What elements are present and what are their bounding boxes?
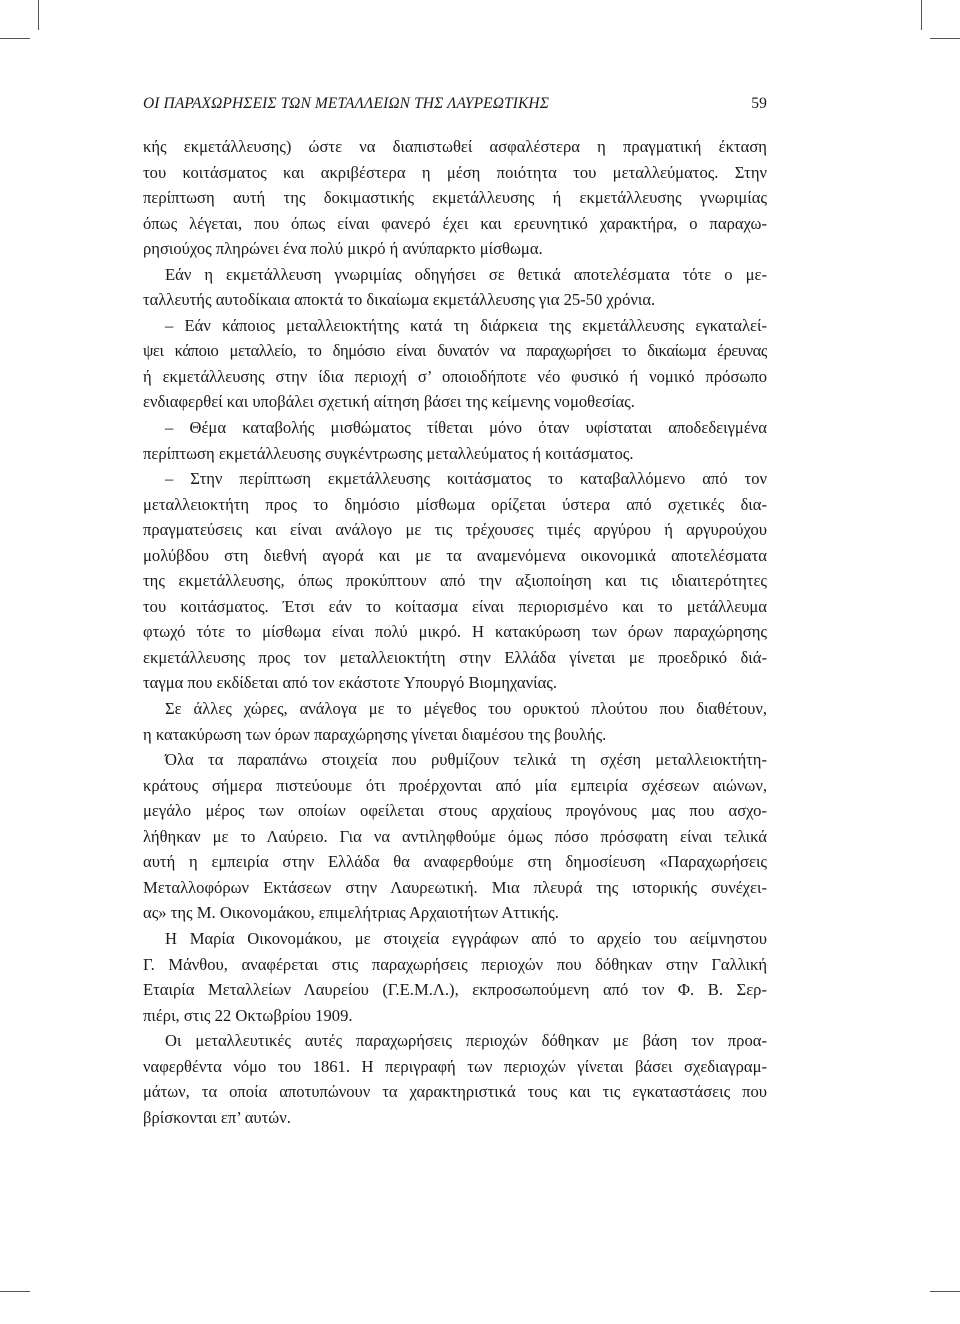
text-line: Όλα τα παραπάνω στοιχεία που ρυθμίζουν τελικά τη σχέση μεταλλειοκτήτη- (165, 750, 767, 770)
text-line: ψει κάποιο μεταλλείο, το δημόσιο είναι δυνατόν να παραχωρήσει το δικαίωμα έρευνας (143, 341, 767, 361)
text-line: ενδιαφερθεί και υποβάλει σχετική αίτηση βάσει της κείμενης νομοθεσίας. (143, 392, 635, 412)
text-line: μάτων, τα οποία αποτυπώνουν τα χαρακτηριστικά τους και τις εγκαταστάσεις που (143, 1082, 767, 1102)
text-line: εκμετάλλευσης προς τον μεταλλειοκτήτη στην Ελλάδα γίνεται με προεδρικό διά- (143, 647, 767, 667)
text-line: ρησιούχος πληρώνει ένα πολύ μικρό ή ανύπαρκτο μίσθωμα. (143, 239, 543, 259)
text-line: του κοιτάσματος. Έτσι εάν το κοίτασμα είναι περιορισμένο και το μετάλλευμα (143, 596, 767, 616)
text-line: Γ. Μάνθου, αναφέρεται στις παραχωρήσεις περιοχών που δόθηκαν στην Γαλλική (143, 954, 767, 974)
text-line: ταγμα που εκδίδεται από τον εκάστοτε Υπουργό Βιομηχανίας. (143, 673, 557, 693)
crop-mark-top-right-vertical (921, 0, 922, 30)
text-line: – Εάν κάποιος μεταλλειοκτήτης κατά τη διάρκεια της εκμετάλλευσης εγκαταλεί- (165, 315, 767, 335)
text-line: ταλλευτής αυτοδίκαια αποκτά το δικαίωμα εκμετάλλευσης για 25-50 χρόνια. (143, 290, 656, 310)
text-line: αυτή η εμπειρία στην Ελλάδα θα αναφερθούμε στη δημοσίευση «Παραχωρήσεις (143, 852, 767, 872)
crop-mark-bottom-right-horizontal (930, 1291, 960, 1292)
text-line: η κατακύρωση των όρων παραχώρησης γίνεται διαμέσου της βουλής. (143, 724, 607, 744)
text-line: του κοιτάσματος και ακριβέστερα η μέση ποιότητα του μεταλλεύματος. Στην (143, 162, 767, 182)
text-line: Σε άλλες χώρες, ανάλογα με το μέγεθος του ορυκτού πλούτου που διαθέτουν, (165, 699, 767, 719)
text-line: κής εκμετάλλευσης) ώστε να διαπιστωθεί ασφαλέστερα η πραγματική έκταση (143, 137, 767, 156)
text-line: μεταλλειοκτήτη προς το δημόσιο μίσθωμα ορίζεται ύστερα από σχετικές δια- (143, 494, 767, 514)
crop-mark-top-left-horizontal (0, 38, 30, 39)
text-line: λήθηκαν με το Λαύρειο. Για να αντιληφθούμε όμως πόσο πρόσφατη είναι τελικά (143, 826, 767, 846)
text-line: ναφερθέντα νόμο του 1861. Η περιγραφή των περιοχών γίνεται βάσει σχεδιαγραμ- (143, 1056, 767, 1076)
text-line: Οι μεταλλευτικές αυτές παραχωρήσεις περιοχών δόθηκαν με βάση τον προα- (165, 1031, 767, 1051)
text-line: Μεταλλοφόρων Εκτάσεων στην Λαυρεωτική. Μια πλευρά της ιστορικής συνέχει- (143, 877, 767, 897)
crop-mark-bottom-left-horizontal (0, 1291, 30, 1292)
running-header (143, 95, 767, 119)
text-line: – Στην περίπτωση εκμετάλλευσης κοιτάσματος το καταβαλλόμενο από τον (165, 469, 767, 489)
text-line: μολύβδου στη διεθνή αγορά και με τα αναμενόμενα οικονομικά αποτελέσματα (143, 545, 767, 565)
text-line: ή εκμετάλλευσης στην ίδια περιοχή σ’ οποιοδήποτε νέο φυσικό ή νομικό πρόσωπο (143, 366, 767, 386)
running-title: ΟΙ ΠΑΡΑΧΩΡΗΣΕΙΣ ΤΩΝ ΜΕΤΑΛΛΕΙΩΝ ΤΗΣ ΛΑΥΡΕΩΤΙΚΗΣ (143, 95, 550, 112)
text-line: – Θέμα καταβολής μισθώματος τίθεται μόνο όταν υφίσταται αποδεδειγμένα (165, 418, 767, 438)
text-line: ας» της Μ. Οικονομάκου, επιμελήτριας Αρχαιοτήτων Αττικής. (143, 903, 559, 923)
text-line: μεγάλο μέρος των οποίων οφείλεται στους αρχαίους προγόνους μας που ασχο- (143, 801, 767, 821)
text-line: Εάν η εκμετάλλευση γνωριμίας οδηγήσει σε θετικά αποτελέσματα τότε ο με- (165, 264, 767, 284)
crop-mark-top-left-vertical (38, 0, 39, 30)
crop-mark-top-right-horizontal (930, 38, 960, 39)
text-line: κράτους σήμερα πιστεύουμε ότι προέρχονται από μία εμπειρία σχέσεων αιώνων, (143, 775, 767, 795)
text-line: περίπτωση εκμετάλλευσης συγκέντρωσης μεταλλεύματος ή κοιτάσματος. (143, 443, 634, 463)
text-line: πιέρι, στις 22 Οκτωβρίου 1909. (143, 1005, 353, 1025)
text-line: περίπτωση αυτή της δοκιμαστικής εκμετάλλευσης ή εκμετάλλευσης γνωριμίας (143, 188, 767, 208)
text-line: φτωχό τότε το μίσθωμα είναι πολύ μικρό. Η κατακύρωση των όρων παραχώρησης (143, 622, 767, 642)
text-line: όπως λέγεται, που όπως είναι φανερό έχει και ερευνητικό χαρακτήρα, ο παραχω- (143, 213, 767, 233)
page-number: 59 (751, 95, 767, 112)
text-line: βρίσκονται επ’ αυτών. (143, 1107, 291, 1127)
body-text (143, 134, 767, 1130)
text-line: της εκμετάλλευσης, όπως προκύπτουν από την αξιοποίηση και τις ιδιαιτερότητες (143, 571, 767, 591)
text-line: Η Μαρία Οικονομάκου, με στοιχεία εγγράφων από το αρχείο του αείμνηστου (165, 928, 767, 948)
text-line: Εταιρία Μεταλλείων Λαυρείου (Γ.Ε.Μ.Λ.), εκπροσωπούμενη από τον Φ. Β. Σερ- (143, 980, 767, 1000)
text-line: πραγματεύσεις και είναι ανάλογο με τις τρέχουσες τιμές αργύρου ή αργυρούχου (143, 520, 767, 540)
